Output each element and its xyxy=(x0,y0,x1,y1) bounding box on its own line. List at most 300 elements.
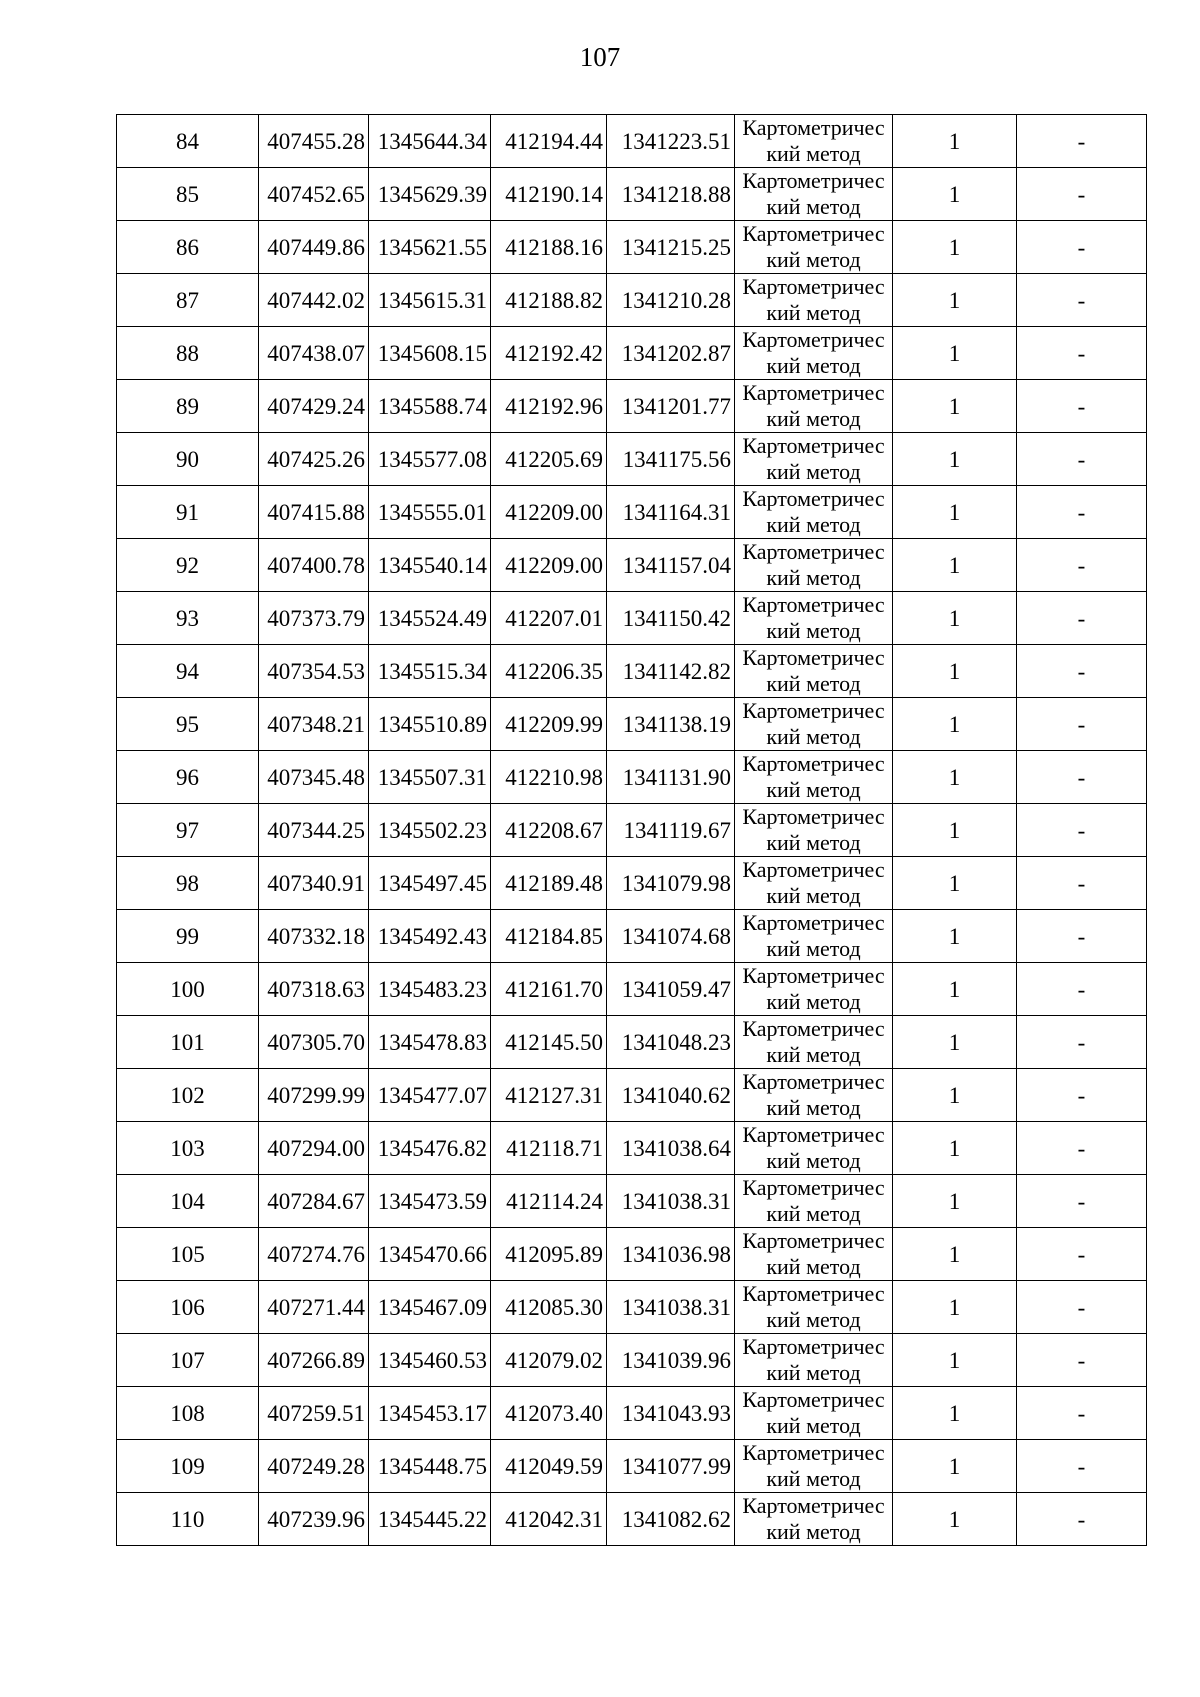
table-row xyxy=(117,592,1147,645)
method-line-2: кий метод xyxy=(766,141,861,166)
method-cell xyxy=(735,1016,893,1069)
note-value: - xyxy=(1017,592,1147,645)
method-line-2: кий метод xyxy=(766,777,861,802)
method-line-1: Картометричес xyxy=(742,963,885,988)
note-value: - xyxy=(1017,1228,1147,1281)
point-number: 94 xyxy=(117,645,259,698)
y1-value: 1345467.09 xyxy=(369,1281,491,1334)
method-line-1: Картометричес xyxy=(742,380,885,405)
table-row xyxy=(117,857,1147,910)
accuracy-value: 1 xyxy=(893,857,1017,910)
method-line-1: Картометричес xyxy=(742,1016,885,1041)
method-cell xyxy=(735,1334,893,1387)
x1-value: 407249.28 xyxy=(259,1440,369,1493)
y1-value: 1345448.75 xyxy=(369,1440,491,1493)
y1-value: 1345644.34 xyxy=(369,115,491,168)
x2-value: 412209.99 xyxy=(491,698,607,751)
x2-value: 412188.16 xyxy=(491,221,607,274)
x2-value: 412192.96 xyxy=(491,380,607,433)
accuracy-value: 1 xyxy=(893,1440,1017,1493)
method-line-1: Картометричес xyxy=(742,1334,885,1359)
table-row xyxy=(117,751,1147,804)
x1-value: 407305.70 xyxy=(259,1016,369,1069)
note-value: - xyxy=(1017,698,1147,751)
y2-value: 1341138.19 xyxy=(607,698,735,751)
method-line-1: Картометричес xyxy=(742,1122,885,1147)
note-value: - xyxy=(1017,168,1147,221)
method-cell xyxy=(735,1440,893,1493)
y2-value: 1341082.62 xyxy=(607,1493,735,1546)
method-line-2: кий метод xyxy=(766,936,861,961)
method-line-1: Картометричес xyxy=(742,1228,885,1253)
note-value: - xyxy=(1017,1493,1147,1546)
method-line-2: кий метод xyxy=(766,512,861,537)
method-cell xyxy=(735,1175,893,1228)
method-cell xyxy=(735,1228,893,1281)
y1-value: 1345524.49 xyxy=(369,592,491,645)
table-row xyxy=(117,698,1147,751)
x2-value: 412073.40 xyxy=(491,1387,607,1440)
accuracy-value: 1 xyxy=(893,1228,1017,1281)
accuracy-value: 1 xyxy=(893,1016,1017,1069)
method-line-2: кий метод xyxy=(766,353,861,378)
x1-value: 407271.44 xyxy=(259,1281,369,1334)
table-row xyxy=(117,1334,1147,1387)
table-row xyxy=(117,963,1147,1016)
y2-value: 1341038.64 xyxy=(607,1122,735,1175)
method-line-2: кий метод xyxy=(766,565,861,590)
y1-value: 1345477.07 xyxy=(369,1069,491,1122)
x1-value: 407452.65 xyxy=(259,168,369,221)
y1-value: 1345615.31 xyxy=(369,274,491,327)
y2-value: 1341157.04 xyxy=(607,539,735,592)
method-cell xyxy=(735,857,893,910)
method-cell xyxy=(735,1493,893,1546)
table-row xyxy=(117,1440,1147,1493)
accuracy-value: 1 xyxy=(893,1175,1017,1228)
x1-value: 407348.21 xyxy=(259,698,369,751)
point-number: 97 xyxy=(117,804,259,857)
method-cell xyxy=(735,221,893,274)
y1-value: 1345502.23 xyxy=(369,804,491,857)
note-value: - xyxy=(1017,433,1147,486)
method-line-2: кий метод xyxy=(766,1307,861,1332)
point-number: 92 xyxy=(117,539,259,592)
x2-value: 412127.31 xyxy=(491,1069,607,1122)
method-cell xyxy=(735,963,893,1016)
point-number: 89 xyxy=(117,380,259,433)
x2-value: 412145.50 xyxy=(491,1016,607,1069)
point-number: 104 xyxy=(117,1175,259,1228)
accuracy-value: 1 xyxy=(893,1281,1017,1334)
accuracy-value: 1 xyxy=(893,963,1017,1016)
note-value: - xyxy=(1017,1175,1147,1228)
table-row xyxy=(117,1069,1147,1122)
x1-value: 407373.79 xyxy=(259,592,369,645)
method-line-1: Картометричес xyxy=(742,751,885,776)
note-value: - xyxy=(1017,221,1147,274)
x1-value: 407345.48 xyxy=(259,751,369,804)
accuracy-value: 1 xyxy=(893,1334,1017,1387)
method-cell xyxy=(735,539,893,592)
note-value: - xyxy=(1017,1281,1147,1334)
method-line-2: кий метод xyxy=(766,1360,861,1385)
table-row xyxy=(117,910,1147,963)
method-line-2: кий метод xyxy=(766,1095,861,1120)
y1-value: 1345470.66 xyxy=(369,1228,491,1281)
note-value: - xyxy=(1017,539,1147,592)
method-line-2: кий метод xyxy=(766,194,861,219)
y1-value: 1345445.22 xyxy=(369,1493,491,1546)
x2-value: 412190.14 xyxy=(491,168,607,221)
table-row xyxy=(117,433,1147,486)
y2-value: 1341074.68 xyxy=(607,910,735,963)
accuracy-value: 1 xyxy=(893,539,1017,592)
y2-value: 1341175.56 xyxy=(607,433,735,486)
method-line-1: Картометричес xyxy=(742,274,885,299)
note-value: - xyxy=(1017,1440,1147,1493)
x1-value: 407299.99 xyxy=(259,1069,369,1122)
y1-value: 1345460.53 xyxy=(369,1334,491,1387)
table-row xyxy=(117,168,1147,221)
point-number: 90 xyxy=(117,433,259,486)
table-row xyxy=(117,645,1147,698)
x1-value: 407449.86 xyxy=(259,221,369,274)
method-line-2: кий метод xyxy=(766,1254,861,1279)
note-value: - xyxy=(1017,1334,1147,1387)
point-number: 101 xyxy=(117,1016,259,1069)
x2-value: 412207.01 xyxy=(491,592,607,645)
y1-value: 1345483.23 xyxy=(369,963,491,1016)
method-line-2: кий метод xyxy=(766,989,861,1014)
note-value: - xyxy=(1017,857,1147,910)
accuracy-value: 1 xyxy=(893,698,1017,751)
x2-value: 412042.31 xyxy=(491,1493,607,1546)
accuracy-value: 1 xyxy=(893,1387,1017,1440)
x1-value: 407294.00 xyxy=(259,1122,369,1175)
y1-value: 1345540.14 xyxy=(369,539,491,592)
method-line-1: Картометричес xyxy=(742,1387,885,1412)
method-line-2: кий метод xyxy=(766,1519,861,1544)
y1-value: 1345510.89 xyxy=(369,698,491,751)
accuracy-value: 1 xyxy=(893,433,1017,486)
method-cell xyxy=(735,168,893,221)
y1-value: 1345473.59 xyxy=(369,1175,491,1228)
method-line-2: кий метод xyxy=(766,300,861,325)
accuracy-value: 1 xyxy=(893,115,1017,168)
y2-value: 1341150.42 xyxy=(607,592,735,645)
x2-value: 412085.30 xyxy=(491,1281,607,1334)
method-cell xyxy=(735,751,893,804)
accuracy-value: 1 xyxy=(893,1122,1017,1175)
method-cell xyxy=(735,274,893,327)
note-value: - xyxy=(1017,804,1147,857)
x1-value: 407266.89 xyxy=(259,1334,369,1387)
point-number: 84 xyxy=(117,115,259,168)
table-row xyxy=(117,1122,1147,1175)
point-number: 98 xyxy=(117,857,259,910)
method-line-2: кий метод xyxy=(766,618,861,643)
method-line-1: Картометричес xyxy=(742,1281,885,1306)
point-number: 96 xyxy=(117,751,259,804)
point-number: 87 xyxy=(117,274,259,327)
method-line-2: кий метод xyxy=(766,1413,861,1438)
y2-value: 1341215.25 xyxy=(607,221,735,274)
method-cell xyxy=(735,1069,893,1122)
point-number: 93 xyxy=(117,592,259,645)
y2-value: 1341059.47 xyxy=(607,963,735,1016)
method-line-2: кий метод xyxy=(766,459,861,484)
method-line-1: Картометричес xyxy=(742,592,885,617)
table-row xyxy=(117,1016,1147,1069)
note-value: - xyxy=(1017,115,1147,168)
x2-value: 412209.00 xyxy=(491,486,607,539)
accuracy-value: 1 xyxy=(893,486,1017,539)
method-cell xyxy=(735,115,893,168)
accuracy-value: 1 xyxy=(893,645,1017,698)
x1-value: 407354.53 xyxy=(259,645,369,698)
x1-value: 407442.02 xyxy=(259,274,369,327)
x1-value: 407274.76 xyxy=(259,1228,369,1281)
table-row xyxy=(117,486,1147,539)
note-value: - xyxy=(1017,380,1147,433)
method-cell xyxy=(735,645,893,698)
method-line-1: Картометричес xyxy=(742,804,885,829)
table-row xyxy=(117,221,1147,274)
point-number: 103 xyxy=(117,1122,259,1175)
y1-value: 1345515.34 xyxy=(369,645,491,698)
method-line-1: Картометричес xyxy=(742,1493,885,1518)
y2-value: 1341039.96 xyxy=(607,1334,735,1387)
y1-value: 1345492.43 xyxy=(369,910,491,963)
table-row xyxy=(117,380,1147,433)
table-row xyxy=(117,274,1147,327)
method-line-2: кий метод xyxy=(766,247,861,272)
table-row xyxy=(117,539,1147,592)
table-body xyxy=(117,115,1147,1546)
accuracy-value: 1 xyxy=(893,804,1017,857)
table-row xyxy=(117,1175,1147,1228)
x1-value: 407429.24 xyxy=(259,380,369,433)
x1-value: 407318.63 xyxy=(259,963,369,1016)
note-value: - xyxy=(1017,1387,1147,1440)
x1-value: 407344.25 xyxy=(259,804,369,857)
accuracy-value: 1 xyxy=(893,221,1017,274)
y2-value: 1341038.31 xyxy=(607,1175,735,1228)
x2-value: 412189.48 xyxy=(491,857,607,910)
y2-value: 1341164.31 xyxy=(607,486,735,539)
x2-value: 412161.70 xyxy=(491,963,607,1016)
y2-value: 1341210.28 xyxy=(607,274,735,327)
point-number: 100 xyxy=(117,963,259,1016)
y1-value: 1345507.31 xyxy=(369,751,491,804)
method-line-1: Картометричес xyxy=(742,1175,885,1200)
x2-value: 412114.24 xyxy=(491,1175,607,1228)
x2-value: 412095.89 xyxy=(491,1228,607,1281)
method-line-1: Картометричес xyxy=(742,433,885,458)
y1-value: 1345497.45 xyxy=(369,857,491,910)
accuracy-value: 1 xyxy=(893,380,1017,433)
accuracy-value: 1 xyxy=(893,592,1017,645)
point-number: 85 xyxy=(117,168,259,221)
point-number: 102 xyxy=(117,1069,259,1122)
x1-value: 407400.78 xyxy=(259,539,369,592)
method-cell xyxy=(735,1281,893,1334)
method-line-1: Картометричес xyxy=(742,115,885,140)
x1-value: 407415.88 xyxy=(259,486,369,539)
y2-value: 1341079.98 xyxy=(607,857,735,910)
method-cell xyxy=(735,698,893,751)
y2-value: 1341048.23 xyxy=(607,1016,735,1069)
method-line-1: Картометричес xyxy=(742,645,885,670)
point-number: 91 xyxy=(117,486,259,539)
table-row xyxy=(117,1228,1147,1281)
y2-value: 1341142.82 xyxy=(607,645,735,698)
accuracy-value: 1 xyxy=(893,1069,1017,1122)
y2-value: 1341202.87 xyxy=(607,327,735,380)
y2-value: 1341223.51 xyxy=(607,115,735,168)
method-cell xyxy=(735,1387,893,1440)
y1-value: 1345476.82 xyxy=(369,1122,491,1175)
y2-value: 1341036.98 xyxy=(607,1228,735,1281)
point-number: 105 xyxy=(117,1228,259,1281)
y2-value: 1341218.88 xyxy=(607,168,735,221)
method-line-2: кий метод xyxy=(766,1148,861,1173)
y1-value: 1345621.55 xyxy=(369,221,491,274)
method-cell xyxy=(735,592,893,645)
x2-value: 412118.71 xyxy=(491,1122,607,1175)
method-line-2: кий метод xyxy=(766,1042,861,1067)
point-number: 107 xyxy=(117,1334,259,1387)
method-line-2: кий метод xyxy=(766,724,861,749)
x2-value: 412206.35 xyxy=(491,645,607,698)
y1-value: 1345453.17 xyxy=(369,1387,491,1440)
note-value: - xyxy=(1017,1122,1147,1175)
note-value: - xyxy=(1017,1016,1147,1069)
method-line-2: кий метод xyxy=(766,883,861,908)
point-number: 109 xyxy=(117,1440,259,1493)
y2-value: 1341038.31 xyxy=(607,1281,735,1334)
method-line-2: кий метод xyxy=(766,671,861,696)
coordinates-table xyxy=(116,114,1147,1546)
table-row xyxy=(117,1281,1147,1334)
note-value: - xyxy=(1017,963,1147,1016)
accuracy-value: 1 xyxy=(893,751,1017,804)
y2-value: 1341131.90 xyxy=(607,751,735,804)
note-value: - xyxy=(1017,1069,1147,1122)
y2-value: 1341201.77 xyxy=(607,380,735,433)
note-value: - xyxy=(1017,910,1147,963)
x1-value: 407332.18 xyxy=(259,910,369,963)
note-value: - xyxy=(1017,645,1147,698)
point-number: 108 xyxy=(117,1387,259,1440)
x1-value: 407455.28 xyxy=(259,115,369,168)
point-number: 88 xyxy=(117,327,259,380)
y1-value: 1345588.74 xyxy=(369,380,491,433)
accuracy-value: 1 xyxy=(893,1493,1017,1546)
method-line-1: Картометричес xyxy=(742,910,885,935)
point-number: 95 xyxy=(117,698,259,751)
note-value: - xyxy=(1017,327,1147,380)
x1-value: 407340.91 xyxy=(259,857,369,910)
y1-value: 1345629.39 xyxy=(369,168,491,221)
x2-value: 412192.42 xyxy=(491,327,607,380)
method-line-1: Картометричес xyxy=(742,857,885,882)
y1-value: 1345478.83 xyxy=(369,1016,491,1069)
x2-value: 412194.44 xyxy=(491,115,607,168)
accuracy-value: 1 xyxy=(893,168,1017,221)
x2-value: 412079.02 xyxy=(491,1334,607,1387)
x1-value: 407239.96 xyxy=(259,1493,369,1546)
page-number: 107 xyxy=(579,42,621,72)
table-row xyxy=(117,327,1147,380)
method-line-1: Картометричес xyxy=(742,168,885,193)
method-line-1: Картометричес xyxy=(742,539,885,564)
method-line-1: Картометричес xyxy=(742,221,885,246)
x1-value: 407284.67 xyxy=(259,1175,369,1228)
point-number: 106 xyxy=(117,1281,259,1334)
accuracy-value: 1 xyxy=(893,327,1017,380)
method-cell xyxy=(735,1122,893,1175)
method-cell xyxy=(735,910,893,963)
point-number: 99 xyxy=(117,910,259,963)
note-value: - xyxy=(1017,486,1147,539)
table-row xyxy=(117,115,1147,168)
x1-value: 407425.26 xyxy=(259,433,369,486)
table-row xyxy=(117,1493,1147,1546)
y2-value: 1341077.99 xyxy=(607,1440,735,1493)
method-line-1: Картометричес xyxy=(742,486,885,511)
method-cell xyxy=(735,804,893,857)
method-line-2: кий метод xyxy=(766,1466,861,1491)
method-cell xyxy=(735,380,893,433)
point-number: 86 xyxy=(117,221,259,274)
x2-value: 412184.85 xyxy=(491,910,607,963)
note-value: - xyxy=(1017,274,1147,327)
x1-value: 407438.07 xyxy=(259,327,369,380)
method-line-2: кий метод xyxy=(766,1201,861,1226)
x2-value: 412205.69 xyxy=(491,433,607,486)
accuracy-value: 1 xyxy=(893,274,1017,327)
y2-value: 1341043.93 xyxy=(607,1387,735,1440)
method-line-1: Картометричес xyxy=(742,327,885,352)
x1-value: 407259.51 xyxy=(259,1387,369,1440)
method-line-2: кий метод xyxy=(766,830,861,855)
method-line-1: Картометричес xyxy=(742,1440,885,1465)
method-cell xyxy=(735,486,893,539)
y1-value: 1345608.15 xyxy=(369,327,491,380)
x2-value: 412188.82 xyxy=(491,274,607,327)
y1-value: 1345577.08 xyxy=(369,433,491,486)
note-value: - xyxy=(1017,751,1147,804)
x2-value: 412049.59 xyxy=(491,1440,607,1493)
method-line-2: кий метод xyxy=(766,406,861,431)
table-row xyxy=(117,804,1147,857)
method-line-1: Картометричес xyxy=(742,1069,885,1094)
table-row xyxy=(117,1387,1147,1440)
method-cell xyxy=(735,433,893,486)
y2-value: 1341119.67 xyxy=(607,804,735,857)
x2-value: 412208.67 xyxy=(491,804,607,857)
x2-value: 412210.98 xyxy=(491,751,607,804)
y1-value: 1345555.01 xyxy=(369,486,491,539)
point-number: 110 xyxy=(117,1493,259,1546)
y2-value: 1341040.62 xyxy=(607,1069,735,1122)
method-cell xyxy=(735,327,893,380)
accuracy-value: 1 xyxy=(893,910,1017,963)
x2-value: 412209.00 xyxy=(491,539,607,592)
method-line-1: Картометричес xyxy=(742,698,885,723)
